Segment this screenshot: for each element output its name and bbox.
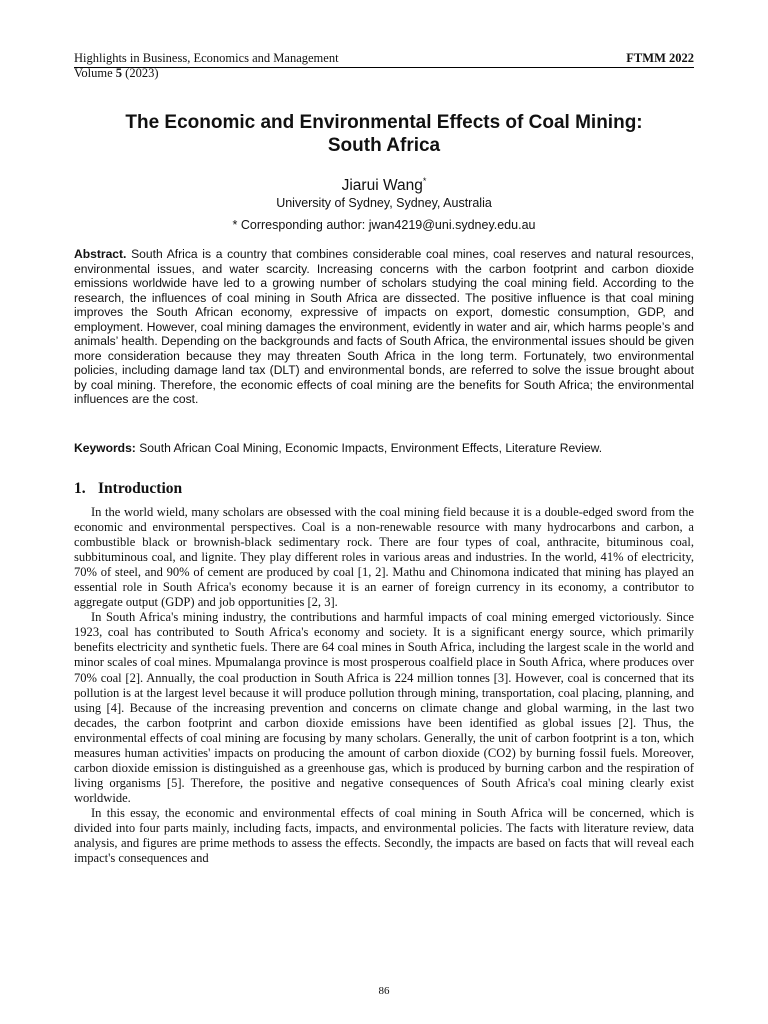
volume-prefix: Volume [74, 66, 116, 80]
abstract-text: South Africa is a country that combines considerable coal mines, coal reserves and natural resources, environmental issues, and water scarcity. Increasing concerns with the carbon footprint and carbon dioxide emissions worldwide have led to a growing number of scholars studying the coal mining field. According to the research, the influences of coal mining in South Africa are dissected. The positive influence is that coal mining improves the South African economy, expressive of impacts on export, domestic consumption, GDP, and employment. However, coal mining damages the environment, evidently in water and air, which harms people’s and animals’ health. Depending on the backgrounds and facts of South Africa, the environmental issues should be given more consideration because they may threaten South Africa in the long term. Fortunately, two environmental policies, including damage land tax (DLT) and environmental bonds, are referred to solve the issue brought about by coal mining. Therefore, the economic effects of coal mining are the benefits for South Africa; the environmental influences are the cost. [74, 247, 694, 407]
conference-label: FTMM 2022 [626, 51, 694, 65]
paragraph: In the world wield, many scholars are obsessed with the coal mining field because it is a double-edged sword from the economic and environmental perspectives. Coal is a non-renewable resource with many hydrocarbons and carbon, a combustible black or brownish-black sedimentary rock. There are four types of coal, anthracite, bituminous coal, subbituminous coal, and lignite. They play different roles in various areas and industries. In the world, 41% of electricity, 70% of steel, and 90% of cement are produced by coal [1, 2]. Mathu and Chinomona indicated that mining has played an essential role in South Africa's economy because it is an earner of foreign currency in its economy, a contributor to aggregate output (GDP) and job opportunities [2, 3]. [74, 505, 694, 610]
abstract [74, 247, 694, 407]
corresponding-author: * Corresponding author: jwan4219@uni.sydney.edu.au [232, 218, 536, 232]
keywords-text: South African Coal Mining, Economic Impacts, Environment Effects, Literature Review. [139, 441, 603, 455]
paper-title [74, 111, 694, 157]
abstract-label: Abstract. [74, 247, 127, 261]
author-name: Jiarui Wang [341, 177, 423, 195]
header-rule [74, 67, 694, 68]
author-footnote-mark: * [422, 176, 427, 186]
paragraph: In South Africa's mining industry, the contributions and harmful impacts of coal mining emerged victoriously. Since 1923, coal has contributed to South Africa's economy and society. It is a significant energy source, which primarily benefits electricity and synthetic fuels. There are 64 coal mines in South Africa, including the largest scale in the world and minor scales of coal mines. Mpumalanga province is most prosperous coalfield place in South Africa, where produces over 70% coal [2]. Annually, the coal production in South Africa is 224 million tonnes [3]. However, coal is concerned that its pollution is at the largest level because it will produce pollution through mining, transportation, coal placing, planning, and using [4]. Because of the increasing prevention and concerns on climate change and global warming, in the last two decades, the carbon footprint and carbon dioxide emissions have been identified as global issues [2]. Thus, the environmental effects of coal mining are focusing by many scholars. Generally, the unit of carbon footprint is a ton, which measures human activities' impacts on producing the amount of carbon dioxide (CO2) by burning fossil fuels. Moreover, carbon dioxide emission is distinguished as a greenhouse gas, which is produced by burning carbon and the respiration of living organisms [5]. Therefore, the positive and negative consequences of South Africa's coal mining clearly exist worldwide. [74, 610, 694, 805]
section-body [74, 505, 694, 866]
author-line [74, 172, 694, 195]
affiliation: University of Sydney, Sydney, Australia [276, 196, 492, 210]
keywords-label: Keywords: [74, 441, 136, 455]
title-line-2: South Africa [327, 135, 441, 156]
section-number: 1. [74, 480, 86, 497]
section-title: Introduction [98, 480, 183, 497]
section-heading [74, 479, 182, 498]
paragraph: In this essay, the economic and environmental effects of coal mining in South Africa will be concerned, which is divided into four parts mainly, including facts, impacts, and environmental policies. The facts with literature review, data analysis, and figures are prime methods to assess the effects. Secondly, the impacts are based on facts that will reveal each impact's consequences and [74, 805, 694, 866]
volume-line [74, 66, 694, 81]
running-header [74, 51, 694, 81]
journal-name: Highlights in Business, Economics and Management [74, 51, 339, 65]
page-number: 86 [378, 985, 390, 997]
volume-number: 5 [115, 66, 123, 80]
volume-year: (2023) [122, 66, 159, 80]
title-line-1: The Economic and Environmental Effects of Coal Mining: [125, 112, 643, 133]
keywords [74, 441, 694, 456]
